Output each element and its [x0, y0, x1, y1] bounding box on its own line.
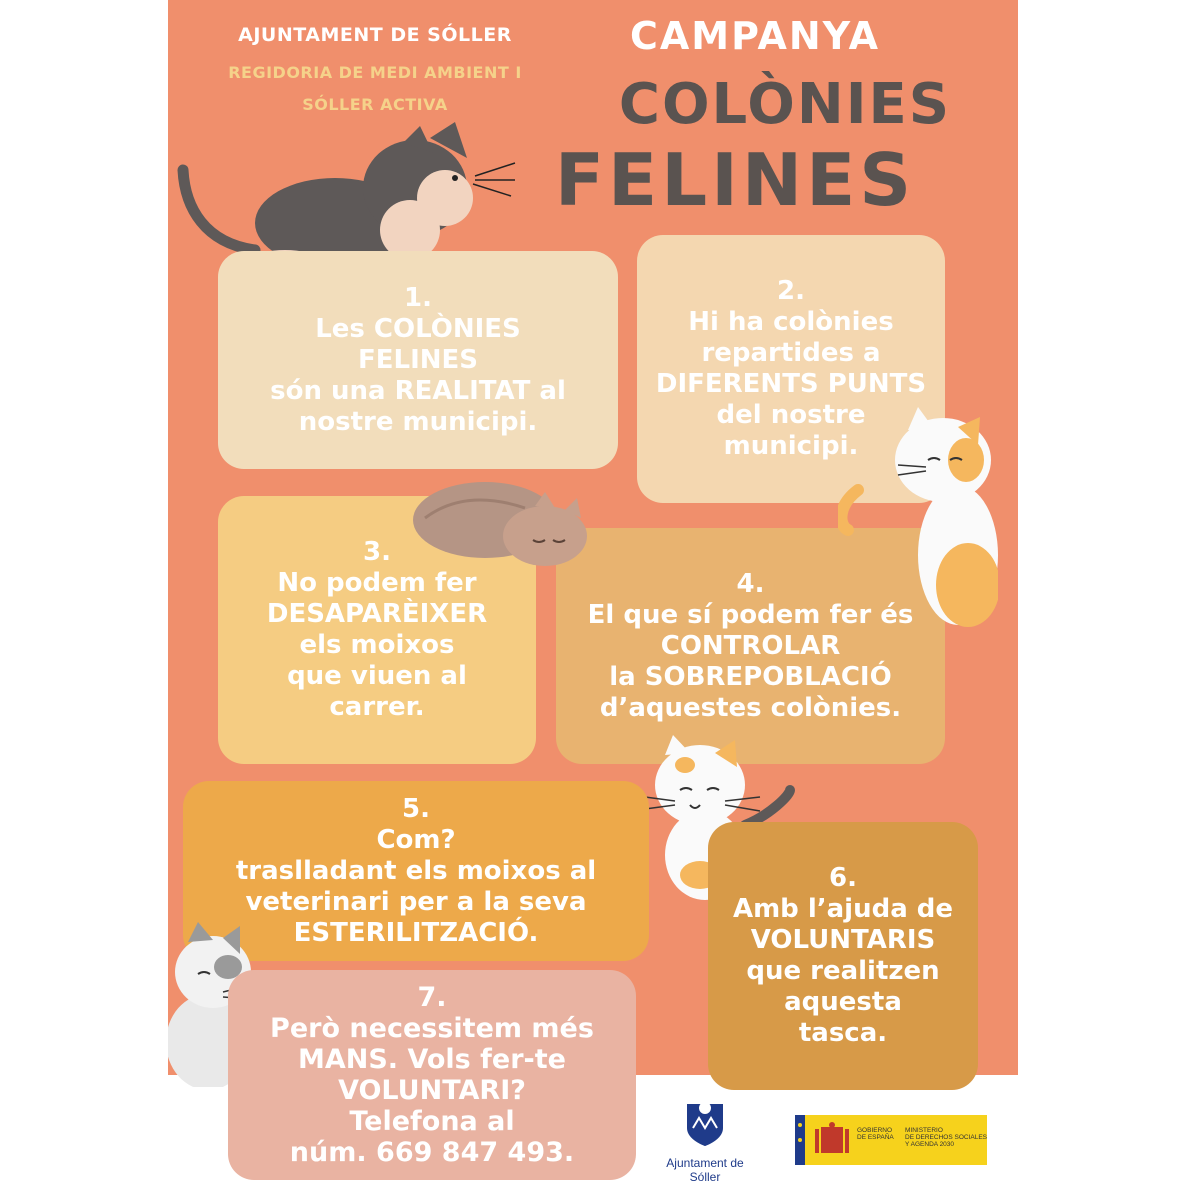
step-1-text: Les COLÒNIES FELINES són una REALITAT al nostre municipi. — [270, 313, 566, 437]
gov-left-text: GOBIERNO DE ESPAÑA — [857, 1127, 894, 1141]
soller-logo — [650, 1098, 760, 1184]
org-line-2: REGIDORIA DE MEDI AMBIENT I — [228, 63, 522, 82]
org-line-3: SÓLLER ACTIVA — [302, 95, 448, 114]
calico-cat-illustration — [838, 405, 998, 630]
org-line-1: AJUNTAMENT DE SÓLLER — [238, 24, 512, 46]
title-campanya: CAMPANYA — [630, 14, 880, 58]
soller-logo-label: Ajuntament de Sóller — [666, 1156, 744, 1184]
step-6-text: Amb l’ajuda de VOLUNTARIS que realitzen aquesta tasca. — [732, 894, 954, 1048]
step-3-number: 3. — [363, 537, 391, 567]
soller-coat-of-arms-icon — [685, 1098, 725, 1148]
spain-flag-icon — [795, 1115, 805, 1165]
spain-coat-of-arms-icon — [813, 1121, 851, 1159]
step-6-number: 6. — [829, 863, 857, 893]
step-6-card — [708, 822, 978, 1090]
step-5-number: 5. — [402, 793, 430, 824]
gov-right-text: MINISTERIO DE DERECHOS SOCIALES Y AGENDA 2030 — [905, 1127, 987, 1148]
step-5-text: Com? traslladant els moixos al veterinari per a la seva ESTERILITZACIÓ. — [235, 824, 597, 948]
step-4-text: El que sí podem fer és CONTROLAR la SOBREPOBLACIÓ d’aquestes colònies. — [587, 599, 914, 723]
step-4-number: 4. — [736, 568, 765, 599]
title-felines: FELINES — [554, 138, 916, 222]
step-7-text: Però necessitem més MANS. Vols fer-te VOLUNTARI? Telefona al núm. 669 847 493. — [270, 1013, 594, 1168]
step-3-text: No podem fer DESAPARÈIXER els moixos que viuen al carrer. — [266, 568, 488, 722]
step-1-number: 1. — [404, 282, 432, 313]
step-1-card — [218, 251, 618, 469]
step-7-card — [228, 970, 636, 1180]
title-colonies: COLÒNIES — [618, 72, 952, 137]
step-7-number: 7. — [417, 982, 447, 1013]
sleeping-cat-illustration — [405, 478, 595, 570]
grey-cat-illustration — [175, 118, 520, 268]
step-2-number: 2. — [777, 276, 805, 306]
step-2-text: Hi ha colònies repartides a DIFERENTS PUNTS del nostre municipi. — [655, 307, 927, 461]
spanish-government-logo — [795, 1115, 987, 1165]
